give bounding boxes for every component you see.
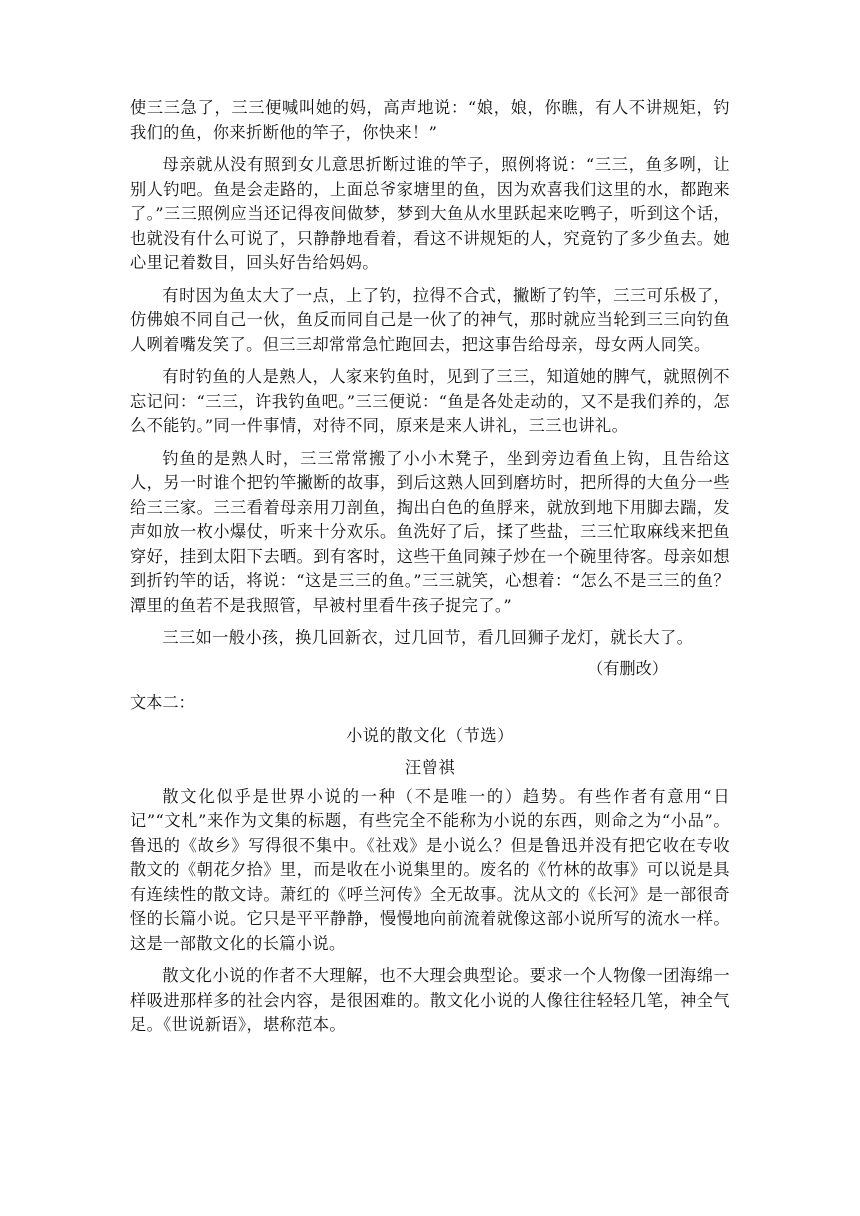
text-one-paragraph: 母亲就从没有照到女儿意思折断过谁的竿子，照例将说：“三三，鱼多咧，让别人钓吧。鱼是会走路的，上面总爷家塘里的鱼，因为欢喜我们这里的水，都跑来了。”三三照例应当还记得夜间做梦，梦到大鱼从水里跃起来吃鸭子，听到这个话，也就没有什么可说了，只静静地看着，看这不讲规矩的人，究竟钓了多少鱼去。她心里记着数目，回头好告给妈妈。 [130, 155, 730, 272]
article-title: 小说的散文化（节选） [346, 725, 514, 745]
text-two-paragraph: 散文化似乎是世界小说的一种（不是唯一的）趋势。有些作者有意用“日记”“文札”来作为文集的标题，有些完全不能称为小说的东西，则命之为“小品”。鲁迅的《故乡》写得很不集中。《社戏》是小说么？但是鲁迅并没有把它收在专收散文的《朝花夕拾》里，而是收在小说集里的。废名的《竹林的故事》可以说是具有连续性的散文诗。萧红的《呼兰河传》全无故事。沈从文的《长河》是一部很奇怪的长篇小说。它只是平平静静，慢慢地向前流着就像这部小说所写的流水一样。这是一部散文化的长篇小说。 [130, 786, 730, 953]
article-author: 汪曾祺 [404, 758, 456, 777]
document-page [130, 96, 730, 1046]
text-one-paragraph: 三三如一般小孩，换几回新衣，过几回节，看几回狮子龙灯，就长大了。 [162, 628, 694, 647]
text-one-paragraph: 有时钓鱼的人是熟人，人家来钓鱼时，见到了三三，知道她的脾气，就照例不忘记问：“三三，许我钓鱼吧。”三三便说：“鱼是各处走动的，又不是我们养的，怎么不能钓。”同一件事情，对待不同，原来是来人讲礼，三三也讲礼。 [130, 367, 730, 435]
text-one-paragraph: 有时因为鱼太大了一点，上了钓，拉得不合式，撇断了钓竿，三三可乐极了，仿佛娘不同自己一伙，鱼反而同自己是一伙了的神气，那时就应当轮到三三向钓鱼人咧着嘴发笑了。但三三却常常急忙跑回去，把这事告给母亲，母女两人同笑。 [130, 285, 730, 354]
text-two-paragraph: 散文化小说的作者不大理解，也不大理会典型论。要求一个人物像一团海绵一样吸进那样多的社会内容，是很困难的。散文化小说的人像往往轻轻几笔，神全气足。《世说新语》，堪称范本。 [130, 966, 730, 1034]
text-two-label: 文本二： [130, 693, 195, 712]
text-one-paragraph: 钓鱼的是熟人时，三三常常搬了小小木凳子，坐到旁边看鱼上钩，且告给这人，另一时谁个把钓竿撇断的故事，到后这熟人回到磨坊时，把所得的大鱼分一些给三三家。三三看着母亲用刀剖鱼，掏出白色的鱼脬来，就放到地下用脚去踹，发声如放一枚小爆仗，听来十分欢乐。鱼洗好了后，揉了些盐，三三忙取麻线来把鱼穿好，挂到太阳下去晒。到有客时，这些干鱼同辣子炒在一个碗里待客。母亲如想到折钓竿的话，将说：“这是三三的鱼。”三三就笑，心想着：“怎么不是三三的鱼？潭里的鱼若不是我照管，早被村里看牛孩子捉完了。” [130, 448, 730, 615]
abridged-note: （有删改） [587, 658, 668, 678]
text-one-paragraph: 使三三急了，三三便喊叫她的妈，高声地说：“娘，娘，你瞧，有人不讲规矩，钓我们的鱼，你来折断他的竿子，你快来！” [130, 98, 730, 142]
